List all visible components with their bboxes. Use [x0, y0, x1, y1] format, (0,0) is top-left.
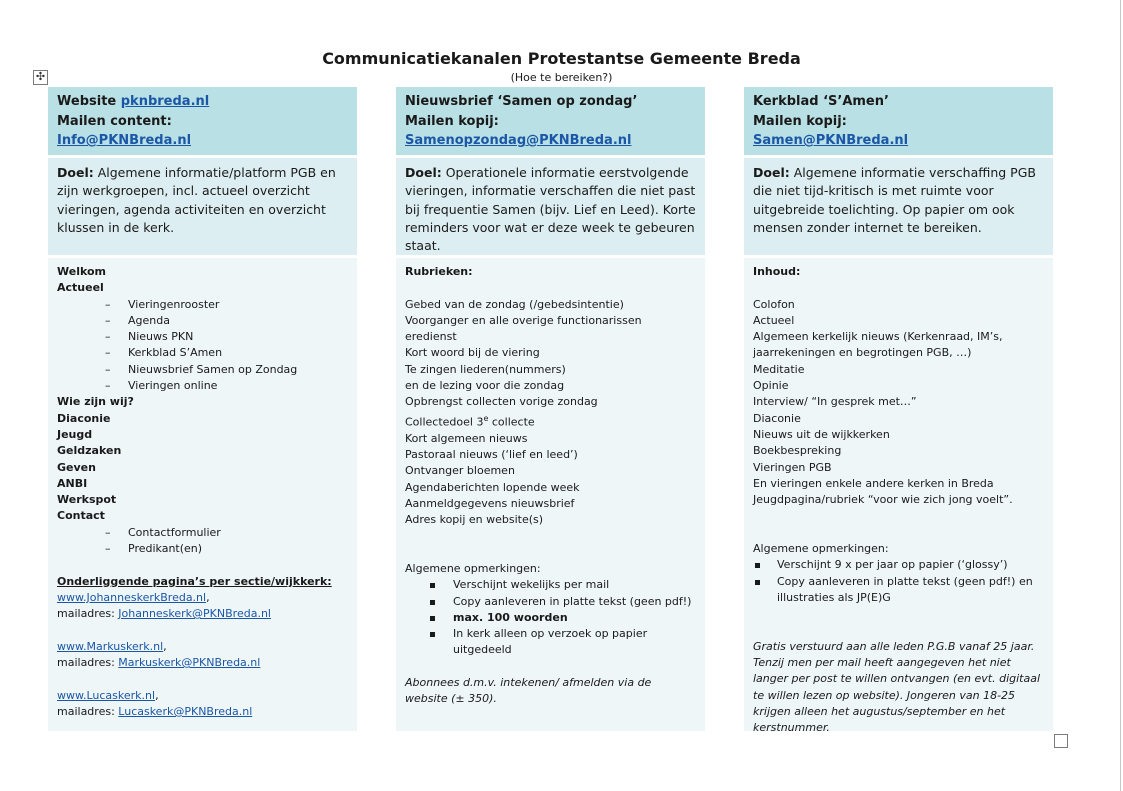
- list-item: Diaconie: [753, 411, 801, 425]
- list-item: – Vieringenrooster: [57, 297, 348, 313]
- abonnees-note: Abonnees d.m.v. intekenen/ afmelden via de website (± 350).: [405, 676, 652, 706]
- list-item: – Nieuws PKN: [57, 329, 348, 345]
- list-item: Algemeen kerkelijk nieuws (Kerkenraad, IM’s, jaarrekeningen en begrotingen PGB, …): [753, 330, 1003, 360]
- list-item: – Vieringen online: [57, 378, 348, 394]
- mail-entry: [57, 655, 348, 671]
- list-item: Kort woord bij de viering: [405, 346, 540, 360]
- kerkblad-goal: [744, 158, 1053, 255]
- site-entry: www.Markuskerk.nl,: [57, 639, 167, 653]
- goal-label: Doel:: [57, 165, 94, 180]
- list-item: Opinie: [753, 379, 789, 393]
- sub-pages-heading: Onderliggende pagina’s per sectie/wijkkerk:: [57, 574, 332, 588]
- mail-label: mailadres:: [57, 705, 119, 719]
- nieuwsbrief-email-link[interactable]: Samenopzondag@PKNBreda.nl: [405, 133, 632, 148]
- remark-item: Copy aanleveren in platte tekst (geen pdf!): [405, 594, 696, 610]
- mail-label: mailadres:: [57, 656, 119, 670]
- list-item: Colofon: [753, 297, 795, 311]
- website-content: [48, 258, 357, 731]
- list-item: Adres kopij en website(s): [405, 513, 544, 527]
- goal-text: Algemene informatie/platform PGB en zijn werkgroepen, incl. actueel overzicht vieringen, agenda activiteiten en overzicht klussen in de kerk.: [57, 165, 336, 235]
- site-entry: www.Lucaskerk.nl,: [57, 688, 159, 702]
- column-website: [48, 87, 357, 731]
- nieuwsbrief-header: [396, 87, 705, 155]
- list-item: [405, 411, 696, 431]
- goal-label: Doel:: [753, 165, 790, 180]
- menu-section: Werkspot: [57, 493, 117, 507]
- remark-item: Verschijnt wekelijks per mail: [405, 577, 696, 593]
- website-email-link[interactable]: Info@PKNBreda.nl: [57, 133, 192, 148]
- website-header: [48, 87, 357, 155]
- list-item: Gebed van de zondag (/gebedsintentie): [405, 297, 624, 311]
- remark-item: Copy aanleveren in platte tekst (geen pdf!) en illustraties als JP(E)G: [753, 574, 1044, 607]
- site-entry: www.JohanneskerkBreda.nl,: [57, 590, 210, 604]
- document-title: Communicatiekanalen Protestantse Gemeente Breda: [322, 49, 801, 68]
- list-item: en de lezing voor die zondag: [405, 379, 565, 393]
- goal-text: Operationele informatie eerstvolgende vieringen, informatie verschaffen die niet past bij frequentie Samen (bijv. Lief en Leed). Korte reminders voor wat er deze week te gebeuren staat.: [405, 165, 696, 254]
- list-item: – Predikant(en): [57, 541, 348, 557]
- column-kerkblad: [744, 87, 1053, 735]
- list-item: Interview/ “In gesprek met…”: [753, 395, 917, 409]
- menu-section: ANBI: [57, 476, 88, 490]
- list-item: – Nieuwsbrief Samen op Zondag: [57, 362, 348, 378]
- site-link[interactable]: www.JohanneskerkBreda.nl: [57, 590, 207, 604]
- list-item: Nieuws uit de wijkkerken: [753, 427, 890, 441]
- list-item: Boekbespreking: [753, 444, 842, 458]
- mail-content-label: Mailen content:: [57, 113, 172, 129]
- mail-link[interactable]: Johanneskerk@PKNBreda.nl: [118, 607, 271, 621]
- goal-text: Algemene informatie verschaffing PGB die niet tijd-kritisch is met ruimte voor uitgebreide toelichting. Op papier om ook mensen zonder internet te bereiken.: [753, 165, 1036, 235]
- page-edge: [1120, 0, 1121, 791]
- collectedoel-text: Collectedoel 3: [405, 415, 484, 429]
- list-item: – Kerkblad S’Amen: [57, 345, 348, 361]
- list-item: En vieringen enkele andere kerken in Breda: [753, 476, 994, 490]
- menu-section: Geven: [57, 460, 96, 474]
- table-resize-handle-icon[interactable]: [1054, 734, 1068, 748]
- remarks-label: Algemene opmerkingen:: [405, 562, 541, 575]
- menu-section: Diaconie: [57, 411, 111, 425]
- gratis-note: Gratis verstuurd aan alle leden P.G.B vanaf 25 jaar. Tenzij men per mail heeft aangegeven het niet langer per post te willen ontvangen (en evt. digitaal te willen lezen op website). Jongeren van 18-25 krijgen alleen het augustus/september en het kerstnummer.: [753, 639, 1041, 735]
- list-item: – Contactformulier: [57, 525, 348, 541]
- nieuwsbrief-content: [396, 258, 705, 731]
- remark-item: max. 100 woorden: [405, 610, 696, 626]
- collectedoel-suffix: collecte: [488, 415, 535, 429]
- nieuwsbrief-goal: [396, 158, 705, 255]
- website-label: Website: [57, 94, 121, 109]
- kerkblad-header: [744, 87, 1053, 155]
- mail-link[interactable]: Lucaskerk@PKNBreda.nl: [118, 705, 253, 719]
- kerkblad-content: [744, 258, 1053, 735]
- list-item: Jeugdpagina/rubriek “voor wie zich jong voelt”.: [753, 493, 1013, 507]
- site-link[interactable]: www.Lucaskerk.nl: [57, 688, 156, 702]
- mail-kopij-label: Mailen kopij:: [405, 113, 499, 129]
- list-item: Te zingen liederen(nummers): [405, 362, 566, 376]
- menu-welkom: Welkom: [57, 265, 107, 278]
- inhoud-label: Inhoud:: [753, 265, 801, 278]
- list-item: – Agenda: [57, 313, 348, 329]
- website-link[interactable]: pknbreda.nl: [120, 94, 210, 109]
- kerkblad-title: Kerkblad ‘S’Amen’: [753, 94, 889, 109]
- list-item: Actueel: [753, 313, 795, 327]
- list-item: Ontvanger bloemen: [405, 464, 515, 478]
- list-item: Opbrengst collecten vorige zondag: [405, 395, 598, 409]
- nieuwsbrief-title: Nieuwsbrief ‘Samen op zondag’: [405, 94, 638, 109]
- collectedoel-sup: e: [483, 413, 489, 423]
- menu-section: Jeugd: [57, 427, 93, 441]
- list-item: Vieringen PGB: [753, 460, 832, 474]
- kerkblad-email-link[interactable]: Samen@PKNBreda.nl: [753, 133, 909, 148]
- site-link[interactable]: www.Markuskerk.nl: [57, 639, 164, 653]
- remarks-label: Algemene opmerkingen:: [753, 542, 889, 556]
- mail-link[interactable]: Markuskerk@PKNBreda.nl: [118, 656, 261, 670]
- mail-label: mailadres:: [57, 607, 119, 621]
- list-item: Agendaberichten lopende week: [405, 480, 580, 494]
- document-subtitle: (Hoe te bereiken?): [510, 71, 613, 84]
- menu-section: Geldzaken: [57, 444, 122, 458]
- column-nieuwsbrief: [396, 87, 705, 731]
- list-item: Pastoraal nieuws (‘lief en leed’): [405, 447, 578, 461]
- rubrieken-label: Rubrieken:: [405, 265, 473, 278]
- website-goal: [48, 158, 357, 255]
- remark-item: In kerk alleen op verzoek op papier uitgedeeld: [405, 626, 696, 659]
- mail-kopij-label: Mailen kopij:: [753, 113, 847, 129]
- list-item: Meditatie: [753, 362, 805, 376]
- mail-entry: [57, 704, 348, 720]
- menu-actueel: Actueel: [57, 281, 104, 295]
- table-move-handle-icon[interactable]: ✣: [33, 70, 48, 85]
- goal-label: Doel:: [405, 165, 442, 180]
- list-item: Kort algemeen nieuws: [405, 431, 528, 445]
- list-item: Aanmeldgegevens nieuwsbrief: [405, 496, 575, 510]
- mail-entry: [57, 606, 348, 622]
- menu-section: Wie zijn wij?: [57, 395, 134, 409]
- remark-item: Verschijnt 9 x per jaar op papier (‘glossy’): [753, 557, 1044, 573]
- list-item: Voorganger en alle overige functionarissen eredienst: [405, 313, 642, 344]
- menu-section: Contact: [57, 509, 105, 523]
